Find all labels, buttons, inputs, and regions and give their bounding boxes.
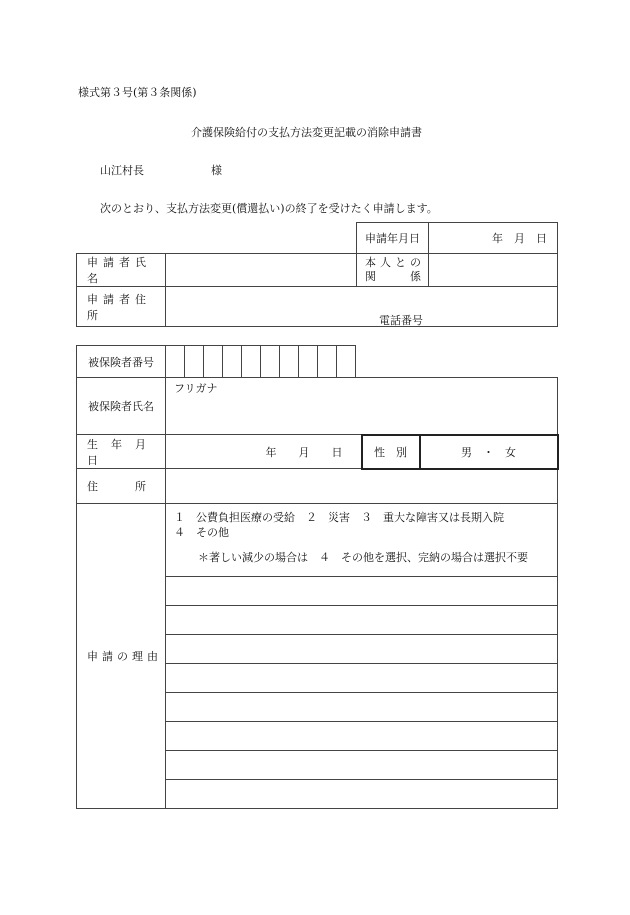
insured-number-digit[interactable] bbox=[223, 346, 242, 378]
insured-number-digit[interactable] bbox=[337, 346, 356, 378]
applicant-name-label: 申請者氏名 bbox=[77, 254, 166, 287]
addressee: 山江村長 bbox=[100, 164, 144, 177]
form-title: 介護保険給付の支払方法変更記載の消除申請書 bbox=[191, 126, 422, 139]
applicant-name-field[interactable] bbox=[166, 254, 357, 287]
reason-option-line1: １ 公費負担医療の受給 ２ 災害 ３ 重大な障害又は長期入院 bbox=[174, 511, 504, 524]
insured-details-table bbox=[76, 377, 559, 504]
reason-line[interactable] bbox=[166, 780, 558, 809]
sex-field[interactable]: 男 ・ 女 bbox=[420, 435, 558, 469]
insured-name-label: 被保険者氏名 bbox=[77, 378, 166, 435]
sex-label: 性 別 bbox=[362, 435, 420, 469]
reason-label: 申請の理由 bbox=[77, 504, 166, 809]
insured-address-field[interactable] bbox=[166, 469, 558, 504]
form-id: 様式第３号(第３条関係) bbox=[78, 86, 197, 99]
reason-line[interactable] bbox=[166, 606, 558, 635]
intro-text: 次のとおり、支払方法変更(償還払い)の終了を受けたく申請します。 bbox=[100, 202, 438, 215]
reason-line[interactable] bbox=[166, 751, 558, 780]
insured-number-digit[interactable] bbox=[185, 346, 204, 378]
reason-note: ＊著しい減少の場合は ４ その他を選択、完納の場合は選択不要 bbox=[198, 551, 528, 564]
insured-number-digit[interactable] bbox=[318, 346, 337, 378]
relation-field[interactable] bbox=[429, 254, 558, 287]
insured-number-digit[interactable] bbox=[166, 346, 185, 378]
birthdate-field[interactable]: 年 月 日 bbox=[166, 435, 362, 469]
insured-table bbox=[76, 345, 557, 378]
insured-name-field[interactable] bbox=[166, 378, 558, 435]
furigana-label: フリガナ bbox=[174, 382, 218, 395]
reason-table bbox=[76, 503, 558, 809]
insured-number-digit[interactable] bbox=[299, 346, 318, 378]
reason-line[interactable] bbox=[166, 577, 558, 606]
reason-line[interactable] bbox=[166, 664, 558, 693]
insured-number-digit[interactable] bbox=[261, 346, 280, 378]
birthdate-label: 生 年 月 日 bbox=[77, 435, 166, 469]
applicant-address-label: 申請者住所 bbox=[77, 287, 166, 327]
phone-label: 電話番号 bbox=[379, 314, 423, 327]
relation-label-line2: 関 係 bbox=[365, 270, 425, 283]
relation-label-line1: 本人との bbox=[365, 256, 425, 269]
applicant-address-field[interactable] bbox=[166, 287, 558, 327]
relation-label bbox=[357, 254, 429, 287]
reason-line[interactable] bbox=[166, 722, 558, 751]
reason-option-line2: ４ その他 bbox=[174, 526, 229, 539]
reason-line[interactable] bbox=[166, 693, 558, 722]
blank-cell bbox=[356, 346, 557, 378]
application-date-label: 申請年月日 bbox=[357, 223, 429, 254]
blank-cell bbox=[77, 223, 357, 254]
insured-number-digit[interactable] bbox=[204, 346, 223, 378]
insured-number-label: 被保険者番号 bbox=[77, 346, 166, 378]
honorific: 様 bbox=[211, 164, 222, 177]
application-date-field[interactable]: 年 月 日 bbox=[429, 223, 558, 254]
insured-number-digit[interactable] bbox=[242, 346, 261, 378]
insured-number-digit[interactable] bbox=[280, 346, 299, 378]
reason-line[interactable] bbox=[166, 635, 558, 664]
insured-address-label: 住 所 bbox=[77, 469, 166, 504]
applicant-table bbox=[76, 222, 558, 327]
reason-options bbox=[166, 504, 558, 577]
